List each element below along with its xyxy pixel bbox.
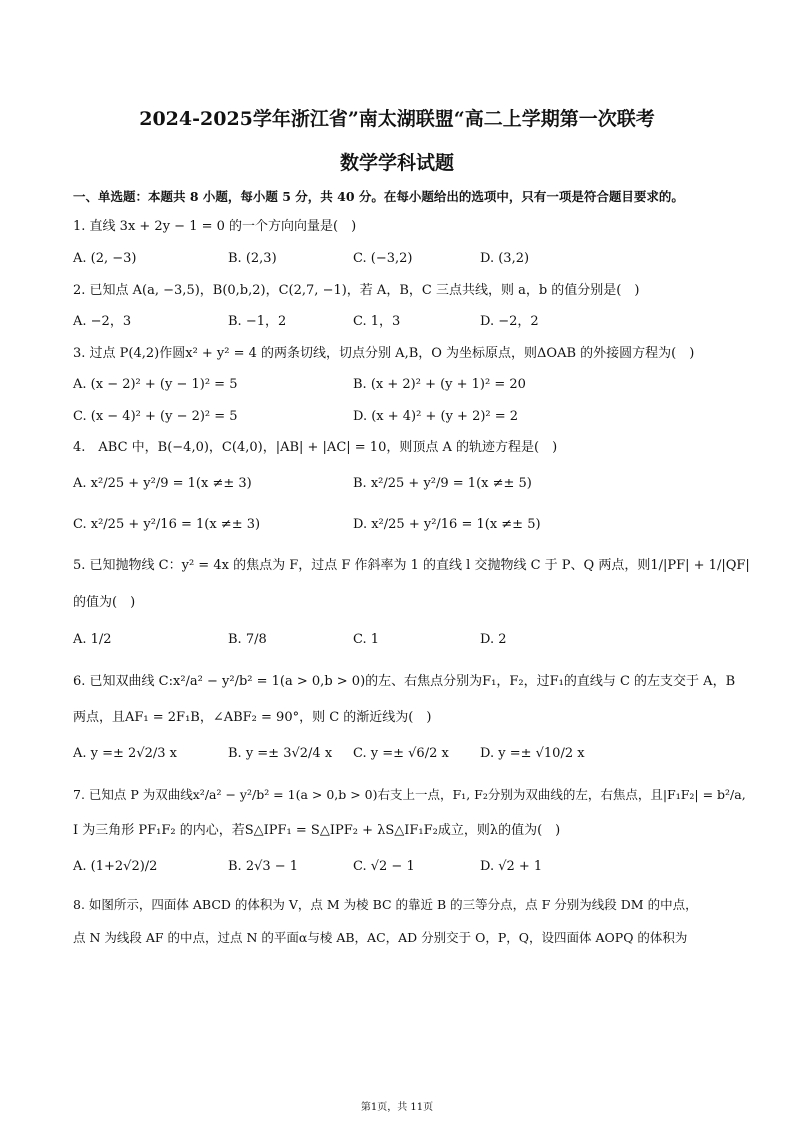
question-1-stem: 1. 直线 3x + 2y − 1 = 0 的一个方向向量是( ) [73, 219, 357, 234]
question-7-stem-cont: I 为三角形 PF₁F₂ 的内心，若S△IPF₁ = S△IPF₂ + λS△IF₁F₂成立，则λ的值为( ) [73, 823, 561, 838]
q6-option-b: B. y =± 3√2/4 x [228, 746, 333, 761]
q3-option-d: D. (x + 4)² + (y + 2)² = 2 [353, 409, 519, 424]
question-5-stem: 5. 已知抛物线 C：y² = 4x 的焦点为 F，过点 F 作斜率为 1 的直线 l 交抛物线 C 于 P、Q 两点，则1/|PF| + 1/|QF| [73, 558, 750, 573]
q1-option-c: C. (−3,2) [353, 251, 413, 266]
question-3-stem: 3. 过点 P(4,2)作圆x² + y² = 4 的两条切线，切点分别 A,B，O 为坐标原点，则ΔOAB 的外接圆方程为( ) [73, 346, 695, 361]
exam-subtitle: 数学学科试题 [339, 152, 454, 174]
question-8-stem-cont: 点 N 为线段 AF 的中点，过点 N 的平面α与棱 AB，AC，AD 分别交于 O，P，Q，设四面体 AOPQ 的体积为 [73, 930, 688, 945]
q5-option-c: C. 1 [353, 632, 380, 647]
question-8-stem: 8. 如图所示，四面体 ABCD 的体积为 V，点 M 为棱 BC 的靠近 B 的三等分点，点 F 分别为线段 DM 的中点， [73, 897, 698, 912]
q5-option-b: B. 7/8 [228, 632, 267, 647]
q3-option-a: A. (x − 2)² + (y − 1)² = 5 [73, 377, 238, 392]
q1-option-a: A. (2, −3) [73, 251, 137, 266]
q3-option-c: C. (x − 4)² + (y − 2)² = 5 [73, 409, 238, 424]
q3-option-b: B. (x + 2)² + (y + 1)² = 20 [353, 377, 526, 392]
q2-option-d: D. −2，2 [480, 314, 539, 329]
q7-option-a: A. (1+2√2)/2 [73, 859, 158, 874]
question-5-stem-cont: 的值为( ) [73, 595, 136, 610]
question-6-stem-cont: 两点，且AF₁ = 2F₁B，∠ABF₂ = 90°，则 C 的渐近线为( ) [73, 710, 432, 725]
section-heading: 一、单选题：本题共 8 小题，每小题 5 分，共 40 分。在每小题给出的选项中，只有一项是符合题目要求的。 [73, 189, 684, 204]
q6-option-c: C. y =± √6/2 x [353, 746, 449, 761]
q2-option-a: A. −2，3 [73, 314, 132, 329]
exam-title: 2024-2025学年浙江省”南太湖联盟“高二上学期第一次联考 [139, 108, 655, 130]
q4-option-c: C. x²/25 + y²/16 = 1(x ≠± 3) [73, 517, 261, 532]
q4-option-a: A. x²/25 + y²/9 = 1(x ≠± 3) [73, 476, 252, 491]
q7-option-d: D. √2 + 1 [480, 859, 543, 874]
q1-option-d: D. (3,2) [480, 251, 530, 266]
q1-option-b: B. (2,3) [228, 251, 277, 266]
page-footer: 第1页，共 11页 [360, 1102, 434, 1113]
q2-option-b: B. −1，2 [228, 314, 287, 329]
question-7-stem: 7. 已知点 P 为双曲线x²/a² − y²/b² = 1(a > 0,b > 0)右支上一点，F₁, F₂分别为双曲线的左，右焦点，且|F₁F₂| = b²/a, [73, 787, 746, 802]
q6-option-a: A. y =± 2√2/3 x [73, 746, 177, 761]
q7-option-b: B. 2√3 − 1 [228, 859, 299, 874]
q6-option-d: D. y =± √10/2 x [480, 746, 585, 761]
q4-option-b: B. x²/25 + y²/9 = 1(x ≠± 5) [353, 476, 532, 491]
question-6-stem: 6. 已知双曲线 C:x²/a² − y²/b² = 1(a > 0,b > 0)的左、右焦点分别为F₁，F₂，过F₁的直线与 C 的左支交于 A，B [73, 674, 736, 689]
q5-option-d: D. 2 [480, 632, 507, 647]
q5-option-a: A. 1/2 [73, 632, 112, 647]
q2-option-c: C. 1，3 [353, 314, 401, 329]
q7-option-c: C. √2 − 1 [353, 859, 415, 874]
question-2-stem: 2. 已知点 A(a, −3,5)，B(0,b,2)，C(2,7, −1)，若 A，B，C 三点共线，则 a，b 的值分别是( ) [73, 283, 640, 298]
q4-option-d: D. x²/25 + y²/16 = 1(x ≠± 5) [353, 517, 541, 532]
question-4-stem: 4. ABC 中，B(−4,0)，C(4,0)，|AB| + |AC| = 10，则顶点 A 的轨迹方程是( ) [73, 440, 558, 455]
